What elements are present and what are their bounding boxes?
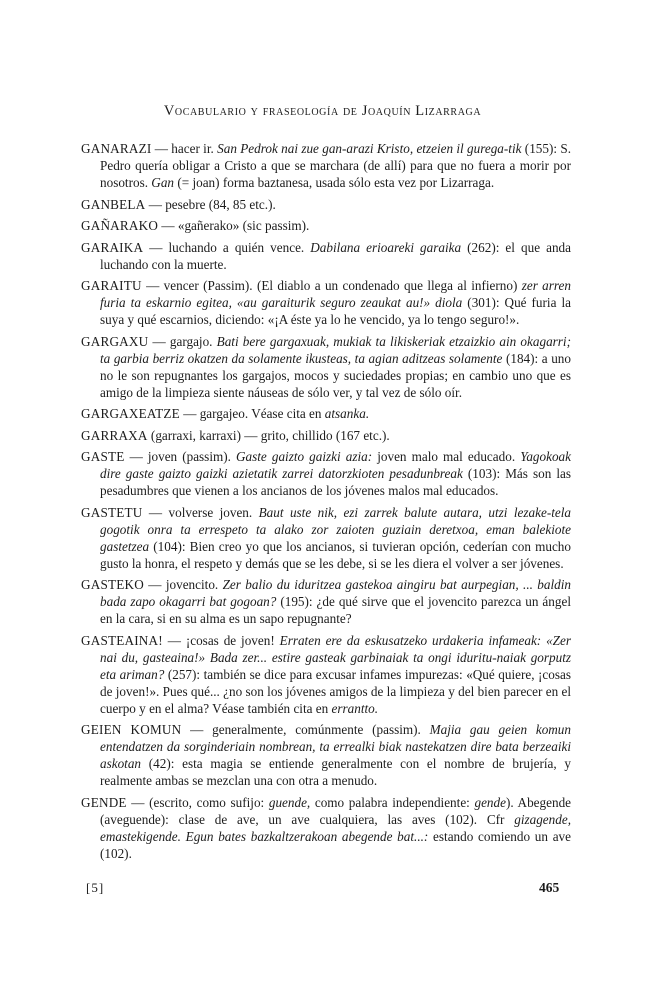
entry-headword: GARRAXA xyxy=(81,427,148,443)
dictionary-entry xyxy=(81,405,571,422)
dictionary-entry xyxy=(81,239,571,273)
entry-text: — jovencito. xyxy=(143,577,223,592)
entry-headword: GENDE xyxy=(81,794,127,810)
entry-text: — gargajo. xyxy=(148,333,217,349)
entry-text: — ¡cosas de joven! xyxy=(162,632,280,648)
entry-quote: gende xyxy=(474,794,506,810)
entry-text: estando comiendo un ave (102). xyxy=(100,828,571,861)
entry-text: (103): Más son las pesadumbres que vienen a los ancianos de los jóvenes malos mal educados. xyxy=(100,466,571,498)
dictionary-entry xyxy=(81,427,571,444)
entry-text: — generalmente, comúnmente (passim). xyxy=(181,722,430,737)
entry-headword: GASTETU xyxy=(81,504,143,520)
entry-headword: GARGAXEATZE xyxy=(81,406,180,421)
entry-headword: GASTEKO xyxy=(81,577,144,592)
entry-quote: Baut uste nik, ezi zarrek balute autara, utzi lezake-tela gogotik onra ta errespeto ta alako zor zaioten guziain deretxoa, eman balekiote gastetzea xyxy=(100,504,571,554)
entry-text: (garraxi, karraxi) — grito, chillido (167 etc.). xyxy=(147,427,390,443)
entry-quote: Gan xyxy=(151,175,175,190)
entry-text: (301): Qué furia la suya y qué escarnios, diciendo: «¡A éste ya lo he vencido, ya lo tengo seguro!». xyxy=(100,295,571,327)
entry-text: — luchando a quién vence. xyxy=(143,239,311,255)
page-header: Vocabulario y fraseología de Joaquín Lizarraga xyxy=(163,103,482,119)
entry-quote: Gaste gaizto gaizki azia: xyxy=(236,449,373,464)
dictionary-entry xyxy=(81,632,571,717)
entry-headword: GASTE xyxy=(81,449,125,464)
dictionary-entry xyxy=(81,333,571,401)
entry-text: ). Abegende (aveguende): clase de ave, un ave cualquiera, las aves (102). Cfr xyxy=(100,794,572,827)
entry-quote: zer arren furia ta eskarnio egitea, «au garaiturik seguro zeaukat au!» diola xyxy=(100,278,571,310)
dictionary-entry xyxy=(81,721,571,789)
dictionary-entry xyxy=(81,576,571,627)
entry-quote: Erraten ere da eskusatzeko urdakeria infameak: «Zer nai du, gasteaina!» Bada zer... estire gasteak garbinaiak ta ongi iduritu-naiak gorputz eta ariman? xyxy=(100,632,572,682)
entry-quote: errantto. xyxy=(331,700,379,716)
dictionary-entry xyxy=(81,504,571,572)
entry-quote: Bati bere gargaxuak, mukiak ta likiskeriak etzaizkio ain okagarri; ta garbia berriz okatzen da solamente ikusteas, ta agian aditzeas solamente xyxy=(100,333,571,366)
entry-quote: guende, xyxy=(268,794,311,810)
entry-text: (42): esta magia se entiende generalmente con el nombre de brujería, y realmente ambas se mezclan una con otra a menudo. xyxy=(100,756,571,788)
entry-headword: GARAIKA xyxy=(81,239,144,255)
entry-text: (195): ¿de qué sirve que el jovencito parezca un ángel en la cara, si en su alma es un sapo repugnante? xyxy=(100,594,571,626)
entry-headword: GARAITU xyxy=(81,278,142,293)
section-marker: [5] xyxy=(86,880,105,895)
page-number: 465 xyxy=(539,880,560,895)
dictionary-entry xyxy=(81,448,571,499)
entry-text: joven malo mal educado. xyxy=(372,449,521,464)
entry-quote: Majia gau geien komun entendatzen da sorginderiain nombrean, ta errealki biak nastekatzen dire bata berzeaiki askotan xyxy=(100,722,571,771)
dictionary-entry xyxy=(81,217,571,234)
entry-text: (104): Bien creo yo que los ancianos, si tuvieran opción, cederían con mucho gusto la honra, el respeto y demás que se les debe, si se les diera el volver a ser jóvenes. xyxy=(100,538,571,571)
dictionary-entry xyxy=(81,277,571,328)
entry-text: — vencer (Passim). (El diablo a un condenado que llega al infierno) xyxy=(141,278,522,293)
entry-quote: Yagokoak dire gaste gaizto gaizki azietatik zarrei datorzkioten pesadunbreak xyxy=(100,449,572,481)
entry-text: — gargajeo. Véase cita en xyxy=(179,406,325,421)
entry-text: — pesebre (84, 85 etc.). xyxy=(145,196,276,212)
dictionary-entry xyxy=(81,196,571,213)
entry-headword: GANARAZI xyxy=(81,141,152,156)
entry-text: como palabra independiente: xyxy=(310,794,475,810)
entry-quote: San Pedrok nai zue gan-arazi Kristo, etzeien il gurega-tik xyxy=(217,141,522,156)
entry-quote: Dabilana erioareki garaika xyxy=(310,239,462,255)
dictionary-entry xyxy=(81,140,571,191)
entry-text: (257): también se dice para excusar infames impurezas: «Qué quiere, ¡cosas de joven!». Pues qué... ¿no son los jóvenes amigos de la limpieza y del bien parecer en el cuerpo y en el alma? Véase también cita en xyxy=(100,666,571,716)
entry-text: — joven (passim). xyxy=(124,449,237,464)
entry-headword: GASTEAINA! xyxy=(81,632,163,648)
entry-text: (262): el que anda luchando con la muerte. xyxy=(100,239,571,272)
entry-text: — hacer ir. xyxy=(151,141,218,156)
entry-quote: atsanka. xyxy=(324,406,370,421)
entry-quote: gizagende, emastekigende. Egun bates bazkaltzerakoan abegende bat...: xyxy=(100,811,571,844)
entry-text: — (escrito, como sufijo: xyxy=(126,794,269,810)
entry-quote: Zer balio du iduritzea gastekoa aingiru bat aurpegian, ... baldin bada zapo okagarri bat gogoan? xyxy=(100,577,571,609)
entry-text: (184): a uno no le son repugnantes los gargajos, mocos y suciedades propias; en cambio uno que es amigo de la limpieza siente náuseas de sólo ver, y tal vez de sólo oír. xyxy=(100,350,571,400)
entry-text: — volverse joven. xyxy=(142,504,259,520)
entry-headword: GARGAXU xyxy=(81,333,149,349)
entry-headword: GANBELA xyxy=(81,196,146,212)
entry-text: (155): S. Pedro quería obligar a Cristo a que se marchara (de allí) para que no fuera a morir por nosotros. xyxy=(100,141,571,190)
entry-headword: GAÑARAKO xyxy=(81,218,159,233)
entry-headword: GEIEN KOMUN xyxy=(81,722,182,737)
entry-text: (= joan) forma baztanesa, usada sólo esta vez por Lizarraga. xyxy=(174,175,495,190)
dictionary-entries xyxy=(81,140,571,866)
dictionary-entry xyxy=(81,794,571,862)
entry-text: — «gañerako» (sic passim). xyxy=(158,218,310,233)
